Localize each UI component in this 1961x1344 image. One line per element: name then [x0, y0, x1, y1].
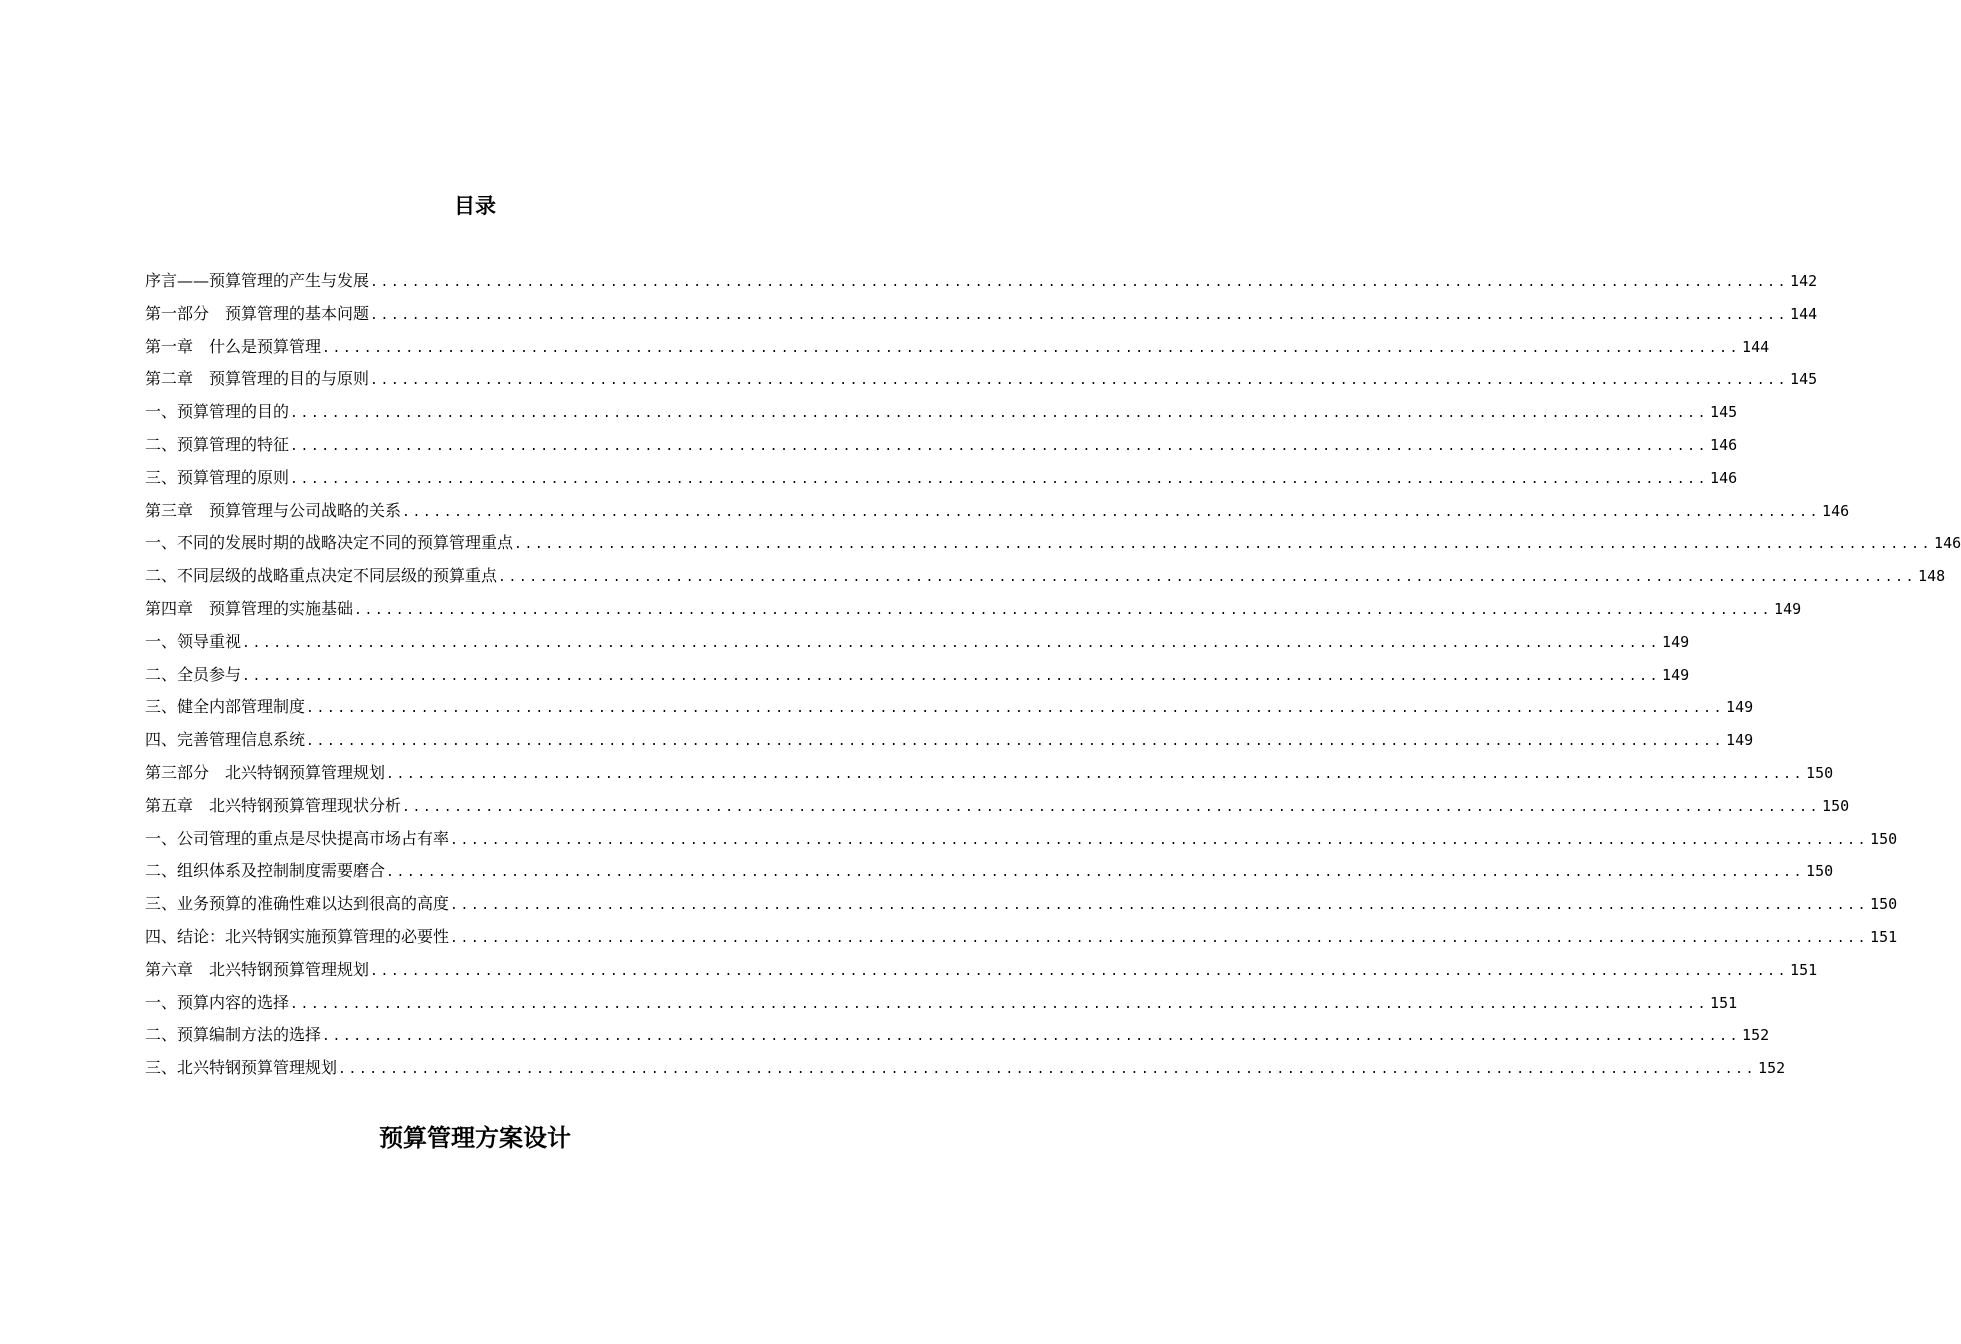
toc-leader-dots: ........................................................................................................................................	[290, 471, 1709, 487]
toc-entry-label: 一、公司管理的重点是尽快提高市场占有率	[145, 828, 450, 848]
toc-entry-label: 四、完善管理信息系统	[145, 730, 306, 750]
toc-entry[interactable]	[145, 790, 1850, 823]
toc-page-number: 149	[1726, 698, 1754, 717]
toc-leader-dots: ........................................................................................................................................	[370, 275, 1789, 290]
toc-page-number: 146	[1710, 468, 1738, 487]
toc-leader-dots: ........................................................................................................................................	[402, 504, 1821, 520]
toc-entry[interactable]	[145, 462, 1738, 495]
toc-page-number: 149	[1726, 731, 1754, 750]
toc-entry-label: 二、组织体系及控制制度需要磨合	[145, 861, 386, 881]
toc-leader-dots: ........................................................................................................................................	[498, 570, 1917, 586]
toc-entry-label: 三、北兴特钢预算管理规划	[145, 1058, 338, 1078]
toc-entry-label: 第三章 预算管理与公司战略的关系	[145, 500, 402, 520]
toc-entry[interactable]	[145, 659, 1690, 692]
toc-entry-label: 三、健全内部管理制度	[145, 697, 306, 717]
document-title: 预算管理方案设计	[379, 1123, 571, 1152]
toc-page-number: 150	[1806, 763, 1834, 782]
toc-page-number: 144	[1742, 337, 1770, 356]
toc-page-number: 150	[1806, 862, 1834, 881]
toc-entry-label: 一、预算内容的选择	[145, 992, 290, 1012]
toc-entry[interactable]	[145, 560, 1946, 593]
toc-entry-label: 第四章 预算管理的实施基础	[145, 598, 354, 618]
toc-leader-dots: ........................................................................................................................................	[306, 701, 1725, 717]
toc-entry[interactable]	[145, 888, 1898, 921]
toc-entry[interactable]	[145, 265, 1818, 298]
toc-leader-dots: ........................................................................................................................................	[290, 996, 1709, 1012]
toc-page-number: 142	[1790, 272, 1818, 290]
toc-leader-dots: ........................................................................................................................................	[370, 963, 1789, 979]
toc-title: 目录	[454, 193, 496, 218]
toc-entry-label: 二、预算管理的特征	[145, 434, 290, 454]
toc-page-number: 146	[1934, 534, 1961, 553]
toc-leader-dots: ........................................................................................................................................	[242, 668, 1661, 684]
toc-leader-dots: ........................................................................................................................................	[450, 930, 1869, 946]
toc-leader-dots: ........................................................................................................................................	[322, 1029, 1741, 1045]
toc-leader-dots: ........................................................................................................................................	[386, 766, 1805, 782]
toc-entry-label: 二、全员参与	[145, 664, 242, 684]
toc-entry-label: 二、预算编制方法的选择	[145, 1025, 322, 1045]
toc-entry[interactable]	[145, 724, 1754, 757]
toc-entry-label: 第二章 预算管理的目的与原则	[145, 369, 370, 389]
toc-entry-label: 三、预算管理的原则	[145, 467, 290, 487]
toc-page-number: 151	[1710, 993, 1738, 1012]
toc-page-number: 146	[1822, 501, 1850, 520]
toc-entry[interactable]	[145, 1019, 1770, 1052]
toc-leader-dots: ........................................................................................................................................	[450, 898, 1869, 914]
toc-page-number: 150	[1822, 796, 1850, 815]
toc-entry[interactable]	[145, 593, 1802, 626]
toc-leader-dots: ........................................................................................................................................	[370, 373, 1789, 389]
toc-leader-dots: ........................................................................................................................................	[354, 602, 1773, 618]
toc-page-number: 152	[1758, 1059, 1786, 1078]
toc-entry-label: 二、不同层级的战略重点决定不同层级的预算重点	[145, 566, 498, 586]
toc-entry[interactable]	[145, 429, 1738, 462]
toc-leader-dots: ........................................................................................................................................	[290, 406, 1709, 422]
toc-entry[interactable]	[145, 495, 1850, 528]
toc-entry[interactable]	[145, 921, 1898, 954]
toc-page-number: 152	[1742, 1026, 1770, 1045]
toc-leader-dots: ........................................................................................................................................	[450, 832, 1869, 848]
toc-leader-dots: ........................................................................................................................................	[402, 799, 1821, 815]
toc-entry[interactable]	[145, 626, 1690, 659]
toc-entry-label: 第六章 北兴特钢预算管理规划	[145, 959, 370, 979]
toc-entry[interactable]	[145, 823, 1898, 856]
toc-page-number: 145	[1790, 370, 1818, 389]
toc-entry-label: 第三部分 北兴特钢预算管理规划	[145, 762, 386, 782]
toc-leader-dots: ........................................................................................................................................	[386, 865, 1805, 881]
toc-leader-dots: ........................................................................................................................................	[322, 340, 1741, 356]
toc-entry[interactable]	[145, 1052, 1786, 1085]
toc-page-number: 150	[1870, 895, 1898, 914]
toc-entry[interactable]	[145, 396, 1738, 429]
toc-entry-label: 一、领导重视	[145, 631, 242, 651]
toc-leader-dots: ........................................................................................................................................	[242, 635, 1661, 651]
toc-leader-dots: ........................................................................................................................................	[306, 734, 1725, 750]
toc-leader-dots: ........................................................................................................................................	[514, 537, 1933, 553]
toc-entry-label: 一、预算管理的目的	[145, 402, 290, 422]
toc-page-number: 149	[1662, 665, 1690, 684]
toc-entry[interactable]	[145, 855, 1834, 888]
toc-entry[interactable]	[145, 757, 1834, 790]
toc-leader-dots: ........................................................................................................................................	[338, 1062, 1757, 1078]
toc-entry[interactable]	[145, 527, 1961, 560]
toc-entry-label: 序言——预算管理的产生与发展	[145, 271, 370, 290]
toc-page-number: 151	[1870, 927, 1898, 946]
toc-page-number: 144	[1790, 304, 1818, 323]
toc-page-number: 149	[1662, 632, 1690, 651]
toc-entry[interactable]	[145, 691, 1754, 724]
toc-entry-label: 第一章 什么是预算管理	[145, 336, 322, 356]
toc-page-number: 148	[1918, 567, 1946, 586]
toc-entry[interactable]	[145, 987, 1738, 1020]
toc-entry-label: 四、结论：北兴特钢实施预算管理的必要性	[145, 926, 450, 946]
toc-entry-label: 三、业务预算的准确性难以达到很高的高度	[145, 894, 450, 914]
toc-entry[interactable]	[145, 954, 1818, 987]
toc-leader-dots: ........................................................................................................................................	[290, 438, 1709, 454]
toc-leader-dots: ........................................................................................................................................	[370, 307, 1789, 323]
toc-entry-label: 第五章 北兴特钢预算管理现状分析	[145, 795, 402, 815]
toc-page-number: 146	[1710, 435, 1738, 454]
toc-entry-label: 一、不同的发展时期的战略决定不同的预算管理重点	[145, 533, 514, 553]
toc-page-number: 149	[1774, 599, 1802, 618]
toc-page-number: 151	[1790, 960, 1818, 979]
toc-list	[145, 265, 1961, 1085]
toc-entry[interactable]	[145, 298, 1818, 331]
toc-page-number: 145	[1710, 403, 1738, 422]
toc-entry[interactable]	[145, 331, 1770, 364]
toc-page-number: 150	[1870, 829, 1898, 848]
toc-entry-label: 第一部分 预算管理的基本问题	[145, 303, 370, 323]
toc-entry[interactable]	[145, 363, 1818, 396]
